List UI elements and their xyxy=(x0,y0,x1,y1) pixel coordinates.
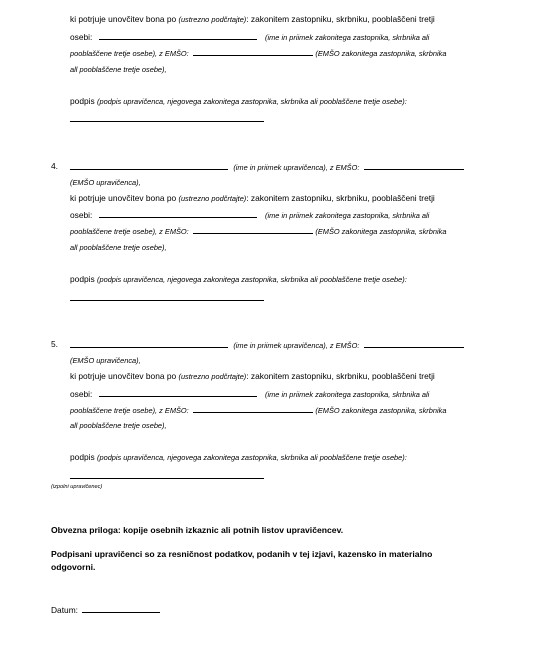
emso-upravicenca: (EMŠO upravičenca), xyxy=(70,356,141,365)
zastopnik-name-field[interactable] xyxy=(99,209,257,218)
ali-pooblascene: all pooblaščene tretje osebe), xyxy=(70,421,167,430)
obvezna-priloga: Obvezna priloga: kopije osebnih izkaznic ali potnih listov upravičencev. xyxy=(51,525,344,535)
upravicenec-emso-field[interactable] xyxy=(364,339,464,348)
holder-line: ki potrjuje unovčitev bona po (ustrezno podčrtajte): zakonitem zastopniku, skrbniku, pooblaščeni tretji xyxy=(70,371,435,381)
odgovornost-line-1: Podpisani upravičenci so za resničnost podatkov, podanih v tej izjavi, kazensko in materialno xyxy=(51,549,433,559)
signature-field[interactable] xyxy=(70,478,264,479)
emso-upravicenca: (EMŠO upravičenca), xyxy=(70,178,141,187)
pooblascene-line: pooblaščene tretje osebe), z EMŠO: (EMŠO zakonitega zastopnika, skrbnika xyxy=(70,49,447,58)
signature-field[interactable] xyxy=(70,121,264,122)
item-5-number: 5. xyxy=(51,339,58,349)
odgovornost-line-2: odgovorni. xyxy=(51,562,96,572)
upravicenec-emso-field[interactable] xyxy=(364,161,464,170)
ali-pooblascene: all pooblaščene tretje osebe), xyxy=(70,65,167,74)
podpis-line: podpis (podpis upravičenca, njegovega zakonitega zastopnika, skrbnika ali pooblaščene tretje osebe): xyxy=(70,452,407,462)
ali-pooblascene: all pooblaščene tretje osebe), xyxy=(70,243,167,252)
upravicenec-name-field[interactable] xyxy=(70,339,228,348)
podpis-line: podpis (podpis upravičenca, njegovega zakonitega zastopnika, skrbnika ali pooblaščene tretje osebe): xyxy=(70,274,407,284)
pooblascene-line: pooblaščene tretje osebe), z EMŠO: (EMŠO zakonitega zastopnika, skrbnika xyxy=(70,406,447,415)
zastopnik-name-field[interactable] xyxy=(99,388,257,397)
osebi-line: osebi: (ime in priimek zakonitega zastopnika, skrbnika ali xyxy=(70,389,430,399)
holder-line: ki potrjuje unovčitev bona po (ustrezno podčrtajte): zakonitem zastopniku, skrbniku, pooblaščeni tretji xyxy=(70,14,435,24)
upravicenec-name-field[interactable] xyxy=(70,161,228,170)
holder-line: ki potrjuje unovčitev bona po (ustrezno podčrtajte): zakonitem zastopniku, skrbniku, pooblaščeni tretji xyxy=(70,193,435,203)
zastopnik-name-field[interactable] xyxy=(99,31,257,40)
podpis-line: podpis (podpis upravičenca, njegovega zakonitega zastopnika, skrbnika ali pooblaščene tretje osebe): xyxy=(70,96,407,106)
osebi-line: osebi: (ime in priimek zakonitega zastopnika, skrbnika ali xyxy=(70,210,430,220)
item-5-name-row: (ime in priimek upravičenca), z EMŠO: xyxy=(70,339,464,351)
zastopnik-emso-field[interactable] xyxy=(193,404,313,413)
footnote: (izpolni upravičenec) xyxy=(51,484,103,490)
zastopnik-emso-field[interactable] xyxy=(193,47,313,56)
pooblascene-line: pooblaščene tretje osebe), z EMŠO: (EMŠO zakonitega zastopnika, skrbnika xyxy=(70,227,447,236)
item-4-name-row: (ime in priimek upravičenca), z EMŠO: xyxy=(70,161,464,173)
datum-line: Datum: xyxy=(51,604,160,616)
signature-field[interactable] xyxy=(70,300,264,301)
zastopnik-emso-field[interactable] xyxy=(193,225,313,234)
osebi-line: osebi: (ime in priimek zakonitega zastopnika, skrbnika ali xyxy=(70,32,430,42)
item-4-number: 4. xyxy=(51,161,58,171)
datum-field[interactable] xyxy=(82,604,160,613)
